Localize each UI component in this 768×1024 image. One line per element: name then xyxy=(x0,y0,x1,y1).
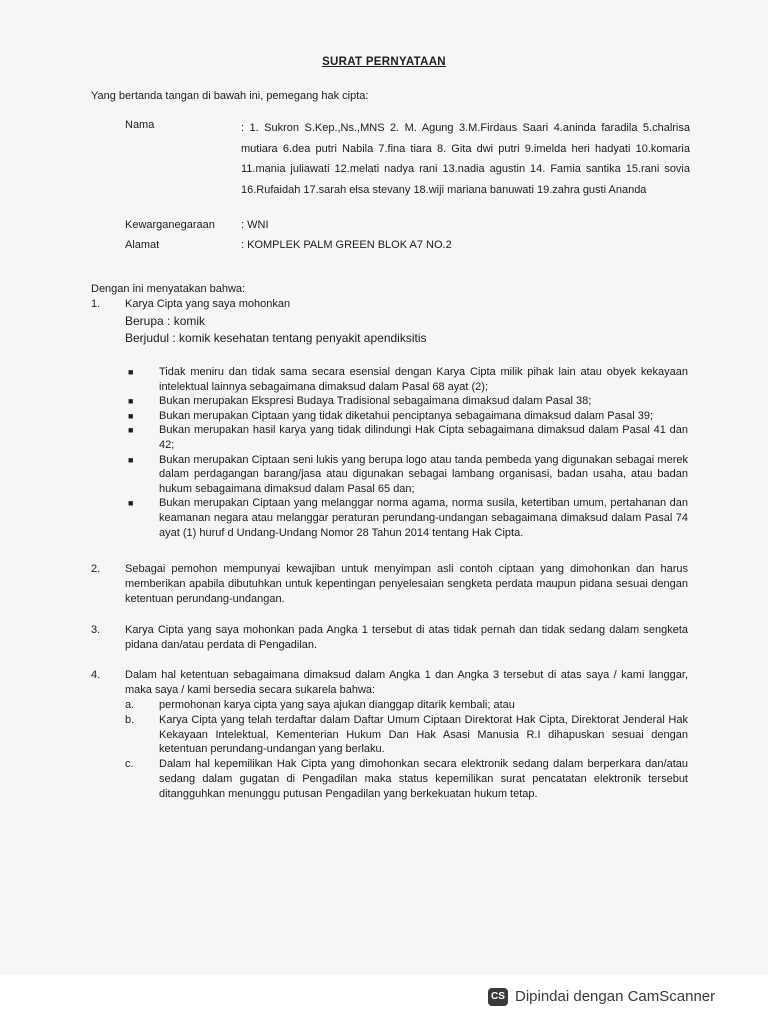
bullet-item: ■ Bukan merupakan Ciptaan seni lukis yang berupa logo atau tanda pembeda yang digunakan sebagai merek dalam perdagangan barang/jasa atau digunakan sebagai lambang organisasi, badan usaha, atau badan hukum sebagaimana dimaksud dalam Pasal 65 dan; xyxy=(128,453,688,495)
bullet-icon: ■ xyxy=(128,425,134,436)
bullet-item: ■ Bukan merupakan Ekspresi Budaya Tradisional sebagaimana dimaksud dalam Pasal 38; xyxy=(128,395,592,408)
bullet-icon: ■ xyxy=(128,454,134,465)
bullet-item: ■ Bukan merupakan hasil karya yang tidak dilindungi Hak Cipta sebagaimana dimaksud dalam Pasal 41 dan 42; xyxy=(128,424,688,451)
sub-item: a. permohonan karya cipta yang saya ajukan dianggap ditarik kembali; atau xyxy=(125,699,515,711)
point3-text: Karya Cipta yang saya mohonkan pada Angka 1 tersebut di atas tidak pernah dan tidak sedang dalam sengketa pidana dan/atau perdata di Pengadilan. xyxy=(125,624,688,651)
point1-number: 1. xyxy=(91,298,101,310)
bullet-icon: ■ xyxy=(128,396,134,407)
camscanner-watermark: Dipindai dengan CamScanner xyxy=(515,988,716,1005)
bullet-item: ■ Bukan merupakan Ciptaan yang melanggar norma agama, norma susila, ketertiban umum, pertahanan dan keamanan negara atau melanggar peraturan perundang-undangan sebagaimana dimaksud dalam Pasal 74 ayat (1) huruf d Undang-Undang Nomor 28 Tahun 2014 tentang Hak Cipta. xyxy=(128,497,688,539)
point1-berjudul: Berjudul : komik kesehatan tentang penyakit apendiksitis xyxy=(125,331,427,345)
point1-berupa: Berupa : komik xyxy=(125,314,206,328)
bullet-icon: ■ xyxy=(128,410,134,421)
camscanner-logo-icon: CS xyxy=(488,988,508,1006)
intro-text: Yang bertanda tangan di bawah ini, pemegang hak cipta: xyxy=(91,90,369,102)
point1-text: Karya Cipta yang saya mohonkan xyxy=(125,298,291,310)
bullet-icon: ■ xyxy=(128,498,134,509)
bullet-icon: ■ xyxy=(128,367,134,377)
bullet-item: ■ Tidak meniru dan tidak sama secara esensial dengan Karya Cipta milik pihak lain atau obyek kekayaan intelektual lainnya sebagaimana dimaksud dalam Pasal 68 ayat (2); xyxy=(128,366,688,393)
point2-number: 2. xyxy=(91,563,101,575)
nama-value: : 1. Sukron S.Kep.,Ns.,MNS 2. M. Agung 3.M.Firdaus Saari 4.aninda faradila 5.chalrisa mutiara 6.dea putri Nabila 7.fina tiara 8. Gita dwi putri 9.imelda heri hadyati 10.komaria 11.mania juliawati 12.melati nadya rani 13.nadia agustin 14. Famia santika 15.rani sovia 16.Rufaidah 17.sarah elsa stevany 18.wiji mariana banuwati 19.zahra gusti Ananda xyxy=(241,122,690,196)
declaration-intro: Dengan ini menyatakan bahwa: xyxy=(91,283,246,295)
document-title: SURAT PERNYATAAN xyxy=(322,56,446,68)
sub-item: c. Dalam hal kepemilikan Hak Cipta yang dimohonkan secara elektronik sedang dalam berperkara dan/atau sedang dalam gugatan di Pengadilan maka status kepemilikan surat pencatatan elektronik tersebut ditangguhkan menunggu putusan Pengadilan yang berkekuatan hukum tetap. xyxy=(125,758,688,800)
point2-text: Sebagai pemohon mempunyai kewajiban untuk menyimpan asli contoh ciptaan yang dimohonkan dan harus memberikan apabila dibutuhkan untuk kepentingan penyelesaian sengketa perdata maupun pidana sesuai dengan ketentuan perundang-undangan. xyxy=(125,563,688,605)
sub-item: b. Karya Cipta yang telah terdaftar dalam Daftar Umum Ciptaan Direktorat Hak Cipta, Direktorat Jenderal Hak Kekayaan Intelektual, Kementerian Hukum Dan Hak Asasi Manusia R.I dihapuskan sesuai dengan ketentuan perundang-undangan yang berlaku. xyxy=(125,713,688,756)
point4-number: 4. xyxy=(91,669,101,681)
kewarganegaraan-label: Kewarganegaraan xyxy=(125,219,215,231)
point3-number: 3. xyxy=(91,624,101,636)
point1-bullet-list xyxy=(125,365,688,540)
bullet-item: ■ Bukan merupakan Ciptaan yang tidak diketahui penciptanya sebagaimana dimaksud dalam Pasal 39; xyxy=(128,409,654,422)
nama-label: Nama xyxy=(125,119,155,131)
kewarganegaraan-value: : WNI xyxy=(241,219,269,231)
alamat-value: : KOMPLEK PALM GREEN BLOK A7 NO.2 xyxy=(241,239,452,251)
alamat-label: Alamat xyxy=(125,239,160,251)
point4-sub-list xyxy=(125,698,688,802)
point4-text: Dalam hal ketentuan sebagaimana dimaksud dalam Angka 1 dan Angka 3 tersebut di atas saya / kami langgar, maka saya / kami bersedia secara sukarela bahwa: xyxy=(125,669,688,696)
